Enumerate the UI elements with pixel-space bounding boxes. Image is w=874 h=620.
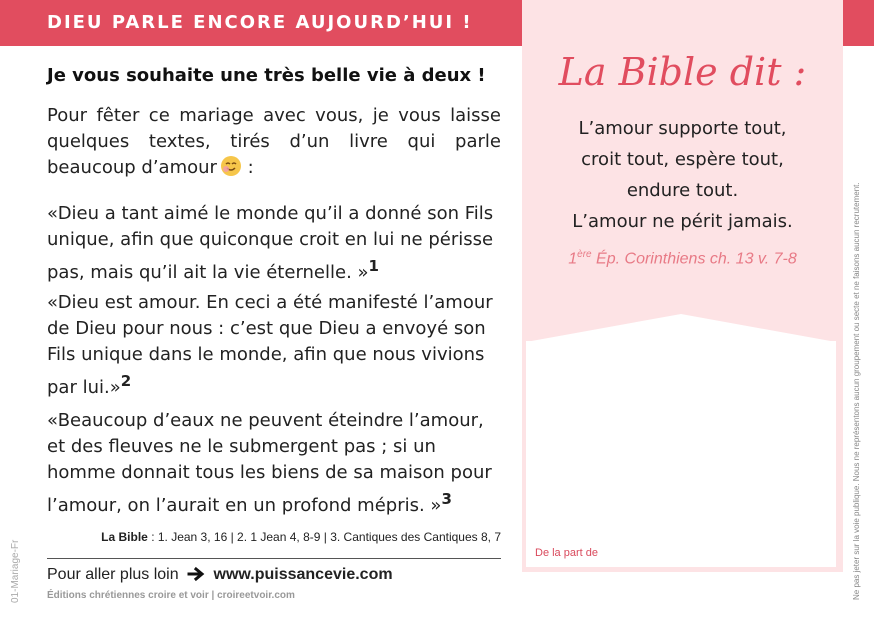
- greeting: Je vous souhaite une très belle vie à deux !: [47, 65, 486, 86]
- disclaimer: Ne pas jeter sur la voie publique. Nous ne représentons aucun groupement ou secte et ne faisons aucun recrutement.: [852, 182, 861, 600]
- website-link[interactable]: www.puissancevie.com: [213, 566, 393, 583]
- quote-2: «Dieu est amour. En ceci a été manifesté l’amour de Dieu pour nous : c’est que Dieu a envoyé son Fils unique dans le monde, afin que nous vivions par lui.»$^2$: [47, 292, 493, 398]
- quote-1: «Dieu a tant aimé le monde qu’il a donné son Fils unique, afin que quiconque croit en lui ne périsse pas, mais qu’il ait la vie éternelle. »$^1$: [47, 203, 494, 283]
- verse-reference: 1ère Ép. Corinthiens ch. 13 v. 7-8: [568, 249, 797, 268]
- doc-code: 01-Mariage-Fr: [10, 539, 21, 603]
- header-banner: [0, 0, 522, 46]
- smiley-icon: [220, 155, 242, 177]
- bible-title: La Bible dit :: [558, 50, 807, 94]
- more-line: [47, 566, 393, 587]
- dedication-box[interactable]: [526, 341, 836, 567]
- panel-notch: [526, 314, 836, 342]
- quote-3: «Beaucoup d’eaux ne peuvent éteindre l’amour, et des fleuves ne le submergent pas ; si un homme donnait tous les biens de sa maison pour l’amour, on l’aurait en un profond mépris. »$^3$: [47, 410, 492, 516]
- verse-line: L’amour ne périt jamais.: [572, 211, 793, 232]
- verse-line: croit tout, espère tout,: [581, 149, 784, 170]
- divider: [47, 558, 501, 559]
- from-label: De la part de: [535, 547, 598, 559]
- corner-strip: [843, 0, 874, 46]
- publisher-line: Éditions chrétiennes croire et voir | croireetvoir.com: [47, 590, 295, 601]
- verse-line: endure tout.: [626, 180, 739, 201]
- arrow-right-icon: [187, 566, 205, 587]
- verse-line: L’amour supporte tout,: [578, 118, 787, 139]
- sources-line: La Bible : 1. Jean 3, 16 | 2. 1 Jean 4, 8-9 | 3. Cantiques des Cantiques 8, 7: [101, 530, 501, 544]
- intro-paragraph: Pour fêter ce mariage avec vous, je vous laisse quelques textes, tirés d’un livre qui parle beaucoup d’amour :: [47, 105, 501, 178]
- banner-title: DIEU PARLE ENCORE AUJOURD’HUI !: [47, 12, 473, 33]
- more-label: Pour aller plus loin: [47, 566, 179, 583]
- verse-block: [522, 113, 843, 237]
